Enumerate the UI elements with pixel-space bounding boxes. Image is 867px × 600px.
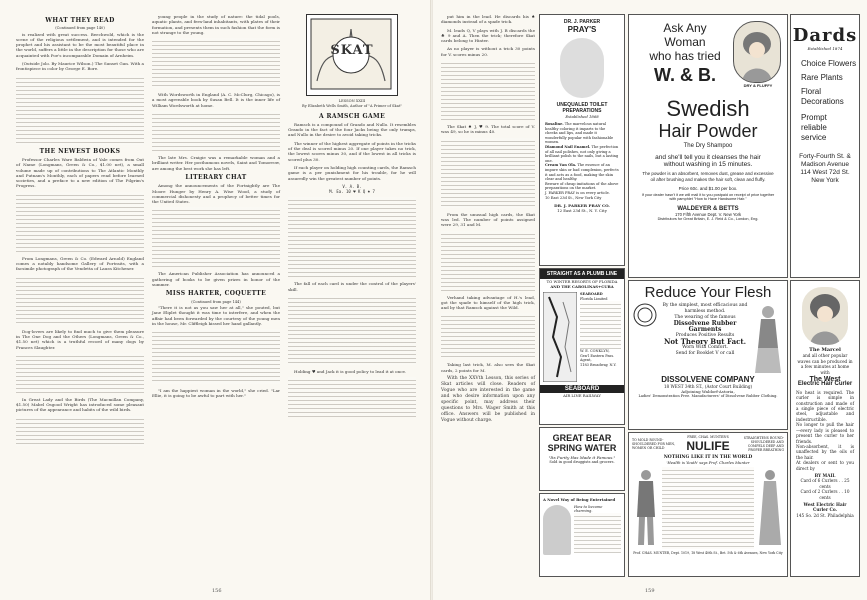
body-text: Professor Charles Ware Baldwin of Yale comes from Out of Name (Longmans, Green & Co., $1.00 net), a small volume made up of contributions to The Atlantic Monthly and Putnam's Monthly, each of papers read before learned societies, and a preface to a new edition of The Pilgrim's Progress.: [16, 156, 144, 189]
text-block: [441, 231, 535, 291]
left-page: [0, 0, 431, 600]
pray-footer2: 12 East 23d St., N. Y. City: [557, 208, 607, 214]
pray-ad: [539, 14, 625, 266]
nulife-footer: Prof. CHAS. MUNTER, Dept. 1019, 18 West 40th St., Bet. 5th & 6th Avenues, New York City: [633, 551, 783, 555]
body-text: is realized with great success. Beechwold, which is the scene of the religious settlement, and is intended for the prophet and his assistant to be the most beautiful place in the world, suffers a little in the description for those who are acquainted with Poe's incomparable Domain of Arnheim.: [16, 31, 144, 58]
body-text: The late Mrs. Craigie was a remarkable woman and a brilliant writer. Her posthumous novels, Saint and Tomorrow, are among the best work she has left.: [152, 155, 280, 171]
woman-portrait: [733, 21, 781, 83]
skat-logo-text: SKAT: [330, 43, 374, 58]
pray-portrait: [560, 38, 604, 98]
reduce-address: 18 WEST 34th ST., (Astor Court Building): [663, 384, 753, 389]
dards-prompt: reliable: [801, 123, 827, 132]
rosaline-title: Rosaline.: [545, 122, 564, 126]
ramsch-heading: A RAMSCH GAME: [318, 112, 386, 120]
curler-title1: The West: [809, 376, 841, 384]
body-text: As no player is without a trick 30 points for V. scores minus 20.: [441, 46, 535, 57]
wb-tagline1: and she'll tell you it cleanses the hair: [655, 154, 761, 161]
continued-note: (Continued from page 144): [191, 299, 241, 304]
woman-figure: [543, 505, 571, 555]
reduce-line1: By the simplest, most efficacious and harmless method.: [662, 303, 748, 314]
wb-company: WALDEYER & BETTS: [677, 206, 739, 213]
nail-enamel-text: The perfection of all nail polishes, not only giving a brilliant polish to the nails, but a lasting one.: [545, 144, 619, 163]
lesson-number: LESSON XXIII: [338, 99, 366, 103]
pray-established: Established 1868: [565, 114, 599, 119]
cream-text: The essence of an impure skin or bad complexion, perfects it and acts as a food, making the skin clear and healthy.: [545, 163, 619, 182]
body-text: Dog-lovers are likely to find much to give them pleasure in The One Dog and the Others (Longmans, Green & Co., $1.50 net) which is a truthful record of many dogs by Frances Slaughter.: [16, 328, 144, 350]
nulife-brand: NULIFE: [686, 439, 730, 453]
curler-title2: Electric Hair Curler: [797, 381, 853, 388]
reduce-line6: Send for Booklet V or call: [675, 351, 735, 356]
body-text: Taking last trick, M. also sees the Skat cards, 2 points for M.: [441, 362, 535, 373]
woman-figure-icon: [753, 303, 783, 373]
pray-address2: 10 East 23d St., New York City: [545, 195, 602, 200]
reduce-addr2: Adjoining Waldorf-Astoria,: [681, 389, 735, 394]
pray-headline: UNEQUALED TOILET PREPARATIONS: [556, 102, 608, 114]
curler-card1: Card of 6 Curlers . . 25 cents: [800, 478, 850, 489]
curler-mail: BY MAIL: [814, 472, 836, 478]
curler-address: 145 So. 2d St. Philadelphia: [796, 512, 854, 518]
wb-brand: W. & B.: [654, 65, 716, 85]
text-block: [441, 60, 535, 120]
text-block: [288, 377, 416, 417]
seaboard-sub3: Florida Limited: [580, 296, 608, 301]
text-block: [16, 192, 144, 252]
dards-established: Established 1874: [807, 46, 843, 51]
wb-address: 170 Fifth Avenue Dept. V. New York: [674, 212, 742, 218]
wb-product1: Swedish: [666, 96, 750, 121]
text-block: [16, 75, 144, 145]
skat-logo: [306, 14, 398, 96]
seaboard-label: SEABOARD: [580, 292, 603, 296]
seaboard-footer2: AIR LINE RAILWAY: [563, 393, 601, 398]
reduce-line3: Produces Positive Results: [675, 333, 735, 338]
body-text: From Longmans, Green & Co. (Edward Arnold) England comes a notably handsome Gallery of Portraits, with a facsimile photograph of the Vendetta of Laura Kitchener.: [16, 255, 144, 272]
great-bear-headline: GREAT BEAR: [552, 433, 612, 443]
skat-closing-note: With the XXVth Lesson, this series of Skat articles will close. Readers of Vogue who are interested in the game and who desire information upon any specific point, may address their questions to Mrs. Wager Smith at this office. Answers will be published in Vogue without charge.: [441, 376, 535, 424]
body-text: From the unusual high cards, the Skat was led. The number of points assigned were 29, 31 and M.: [441, 211, 535, 228]
body-text: The American Publisher Association has announced a gathering of books to be given prizes in honor of the summer.: [152, 271, 280, 288]
reduce-addr3: Ladies' Demonstration Free. Manufacturers' of Dissolvene Rubber Clothing.: [638, 394, 778, 398]
seaboard-agent: W. E. CONKLYN,: [580, 349, 610, 353]
body-text: "I am the happiest woman in the world," she cried. "Lar Ellie, it is going to be awful to part with her.": [152, 388, 280, 399]
wb-distributors: Distributors for Great Britain, E. J. Reid & Co., London, Eng.: [657, 217, 759, 222]
reduce-line5: Worn With Comfort.: [682, 345, 728, 350]
dards-prompt: Prompt: [801, 113, 827, 122]
wb-tagline2: without washing in 15 minutes.: [663, 161, 753, 168]
literary-chat-heading: LITERARY CHAT: [185, 173, 247, 181]
woman-portrait: [802, 287, 848, 345]
text-block: [152, 329, 280, 384]
seaboard-agent3: 1183 Broadway, N.Y.: [580, 362, 617, 367]
nulife-hdr2: FREE, CHAS. MUNTER'S: [687, 435, 729, 439]
body-text: (Outside Jolo. By Maurice Wilson.) The Sunset Gun. With a frontispiece in color by George E. Bore.: [16, 61, 144, 72]
right-page: [433, 0, 867, 600]
body-text: M. leads Q, V plays with J. B discards the ♣ 9 and A. Then the trick; therefore Skat cards belong to Hinter.: [441, 27, 535, 44]
text-block: [152, 111, 280, 151]
hair-curler-ad: [790, 280, 860, 577]
nulife-sub: 'Health is Youth' says Prof. Charles Munter: [666, 460, 750, 465]
curler-intro2: and all other popular waves can be produced in a few minutes at home with: [797, 353, 853, 375]
pray-name: DR. J. PARKER: [563, 19, 601, 25]
cream-title: Cream Van Ola.: [545, 163, 577, 168]
beauty-ad: [539, 493, 625, 577]
text-block: [574, 513, 621, 553]
curler-card2: Card of 2 Curlers . . 10 cents: [800, 489, 850, 500]
spring-water-headline: SPRING WATER: [547, 443, 617, 453]
body-text: The fall of each card is under the control of the players' skill.: [288, 281, 416, 292]
text-block: [152, 38, 280, 88]
body-text: Verhand taking advantage of H.'s lead, got the spade to himself of the high trick, and by that Ramsch against the Wild.: [441, 294, 535, 311]
pray-footer: DR. J. PARKER PRAY CO.: [554, 203, 610, 209]
left-column-2: [152, 14, 280, 402]
page-number: 159: [645, 588, 655, 594]
dards-address: [791, 153, 859, 185]
curler-text3: Non-absorbent, it is unaffected by the oils of the hair.: [796, 443, 854, 460]
body-text: put him in the lead. He discards his ♠ diamonds instead of a spade trick.: [441, 14, 535, 25]
wb-line2: Woman: [664, 35, 706, 49]
reduce-brand: Dissolvene Rubber Garments: [673, 320, 737, 333]
dards-ad: [790, 14, 860, 278]
body-text: "There it is not as you saw her at all," she pouted, but Jane Eliplet thought it was time to interfere, and when the affair had been forwarded by the courtesy of the young men in the house, Mr. Cliffleigh kissed her hand gallantly.: [152, 304, 280, 326]
great-bear-ad: [539, 427, 625, 491]
body-text: Among the announcements of the Fortnightly are The Moore Hunger by Henry A. Wise Wood, a study of commercial dishonesty and a prophecy of better times for the United States.: [152, 183, 280, 205]
wb-line1: Ask Any: [663, 21, 707, 35]
seaboard-headline: STRAIGHT AS A PLUMB LINE: [540, 269, 624, 279]
nulife-ad: [628, 432, 788, 577]
nulife-hdr1: TO MOLD ROUND-SHOULDERED FOR MEN, WOMEN OR CHILD: [632, 438, 675, 450]
reduce-company: DISSOLVENE COMPANY: [661, 375, 755, 384]
nail-enamel-title: Diamond Nail Enamel.: [545, 144, 591, 149]
railway-map-icon: [543, 292, 577, 382]
great-bear-tag: "Its Purity Has Made it Famous.": [548, 455, 616, 460]
wb-desc: The powder is an absorbent, removes dust, grease and excessive oil after brushing and makes the hair soft, clean and fluffy.: [642, 171, 774, 182]
seaboard-sub2: AND THE CAROLINAS+CUBA: [550, 284, 614, 289]
curler-text1: No heat is required. The curler is simple in construction and made of a single piece of electric steel, adjustable and indestructible.: [796, 389, 854, 422]
dards-address-line: New York: [811, 177, 839, 184]
curler-company: West Electric Hair Curler Co.: [803, 501, 847, 513]
text-block: [441, 138, 535, 208]
text-block: [288, 295, 416, 365]
text-block: [152, 207, 280, 267]
text-block: [16, 275, 144, 325]
body-text: In Great Lady and the Birds (The Macmillan Company, $1.50) Mabel Osgood Wright has introduced some pleasant pictures of the appearance and habits of the wild birds.: [16, 396, 144, 413]
pray-address1: J. PARKER PRAY is on every article.: [545, 190, 610, 195]
seaboard-sub1: TO WINTER RESORTS OF FLORIDA: [546, 279, 618, 284]
reduce-line4: Not Theory But Fact.: [663, 337, 747, 346]
dards-item: Choice Flowers: [801, 59, 857, 68]
body-text: young people in the study of nature: the tidal pools, aquatic plants, and fern-land inhabitants, with plates of their formation, and presents them in such fashion that the form is not strange to the young.: [152, 14, 280, 35]
seaboard-ad: [539, 268, 625, 425]
card-diagram: V. A. B.: [342, 183, 362, 189]
text-block: [288, 197, 416, 277]
reduce-flesh-ad: [628, 280, 788, 430]
text-block: [16, 416, 144, 446]
body-text: With Wordsworth in England (A. C. McClurg, Chicago), is a most agreeable book by Susan Bell. It is the inner life of William Wordsworth at home.: [152, 92, 280, 108]
wb-product2: Hair Powder: [658, 121, 758, 141]
woman-portrait-icon: [802, 287, 848, 345]
great-bear-sub: Sold in good druggists and grocers.: [549, 460, 615, 464]
dards-address-line: Forty-Fourth St. &: [799, 153, 851, 160]
left-column-1: [16, 14, 144, 446]
nulife-hdr3: STRAIGHTENS ROUND-SHOULDERED AND COMPELS DEEP AND PROPER BREATHING: [743, 436, 784, 452]
text-block: [580, 301, 621, 349]
dards-item: Floral Decorations: [801, 87, 844, 106]
curler-intro1: The Marcel: [809, 347, 841, 353]
woman-figure-icon: [757, 467, 783, 547]
newest-books-heading: THE NEWEST BOOKS: [39, 147, 121, 155]
pray-name2: PRAY'S: [567, 25, 597, 34]
reduce-headline: Reduce Your Flesh: [644, 284, 772, 301]
reduce-line2: The wearing of the famous: [674, 315, 736, 320]
wb-price: Price 60c. and $1.00 per box.: [678, 185, 738, 191]
pray-warning: Beware of cheap imitations of the above preparations on the market.: [545, 181, 619, 191]
page-number: 156: [212, 588, 222, 594]
body-text: If each player on holding high counting cards, the Ramsch game is a per punishment for his trouble, for he will assuredly win the greatest number of points.: [288, 164, 416, 181]
beauty-headline: A Novel Way of Being Entertained: [543, 497, 616, 502]
body-text: Ramsch is a compound of Grando and Nullo. It resembles Grando in the fact of the four Jacks being the only trumps, and Nullo in the desire to avoid taking tricks.: [288, 121, 416, 138]
dards-item: Rare Plants: [801, 73, 843, 82]
wb-subtitle: The Dry Shampoo: [683, 143, 733, 149]
byline: By Elizabeth Wells Smith, Author of "A Primer of Skat": [302, 104, 402, 109]
miss-harter-heading: MISS HARTER, COQUETTE: [165, 290, 267, 298]
dissolvene-seal-icon: [633, 303, 657, 327]
right-column-1: [441, 14, 535, 589]
dards-name: Dards: [792, 25, 858, 46]
dards-prompt: service: [801, 133, 827, 142]
beauty-sub: How to become charming.: [574, 505, 603, 513]
left-column-3: [288, 14, 416, 417]
dards-address-line: 114 West 72d St.: [800, 169, 850, 176]
dards-address-line: Madison Avenue: [801, 161, 849, 168]
text-block: [16, 353, 144, 393]
dards-items: [791, 59, 859, 143]
rosaline-text: The marvelous natural healthy coloring it imparts to the cheeks and lips, and made it wonderfully popular with fashionable women.: [545, 122, 614, 145]
wb-hair-powder-ad: [628, 14, 788, 278]
wb-line3: who has tried: [649, 49, 721, 63]
wb-caption: DRY & FLUFFY: [743, 83, 773, 88]
text-block: [662, 467, 754, 549]
card-diagram: M. Ea. 10 ♥ K Q ♠ 7: [329, 189, 375, 195]
continued-note: (Continued from page 140): [55, 26, 105, 31]
what-they-read-heading: WHAT THEY READ: [45, 17, 115, 24]
text-block: [441, 313, 535, 358]
woman-portrait-icon: [734, 22, 780, 82]
body-text: The Skat ♠ J, ♥ 9. The total score of V. was 49, so he is minus 40.: [441, 124, 535, 135]
man-figure-icon: [633, 467, 659, 547]
seaboard-agent2: Gen'l Eastern Pass. Agent,: [580, 353, 615, 362]
seaboard-footer: SEABOARD: [540, 385, 624, 393]
curler-text4: At dealers or sent to you direct by: [796, 460, 854, 471]
curler-text2: No longer to pull the hair—every lady is pleased to present the curler to her friends.: [796, 422, 854, 444]
wb-offer: If your dealer hasn't it we will mail it to you postpaid on receipt of price together with pamphlet "How to Have Handsome Hair.": [641, 192, 775, 202]
nulife-tagline: NOTHING LIKE IT IN THE WORLD: [663, 455, 753, 460]
body-text: The winner of the highest aggregate of points in the tricks of the deal is scored minus 20. If one player takes no trick, the lowest scores minus 30, and if the lowest in all tricks is scored plus 30.: [288, 140, 416, 162]
body-text: Holding ♥ and Jack it is good policy to lead it at once.: [294, 369, 407, 375]
